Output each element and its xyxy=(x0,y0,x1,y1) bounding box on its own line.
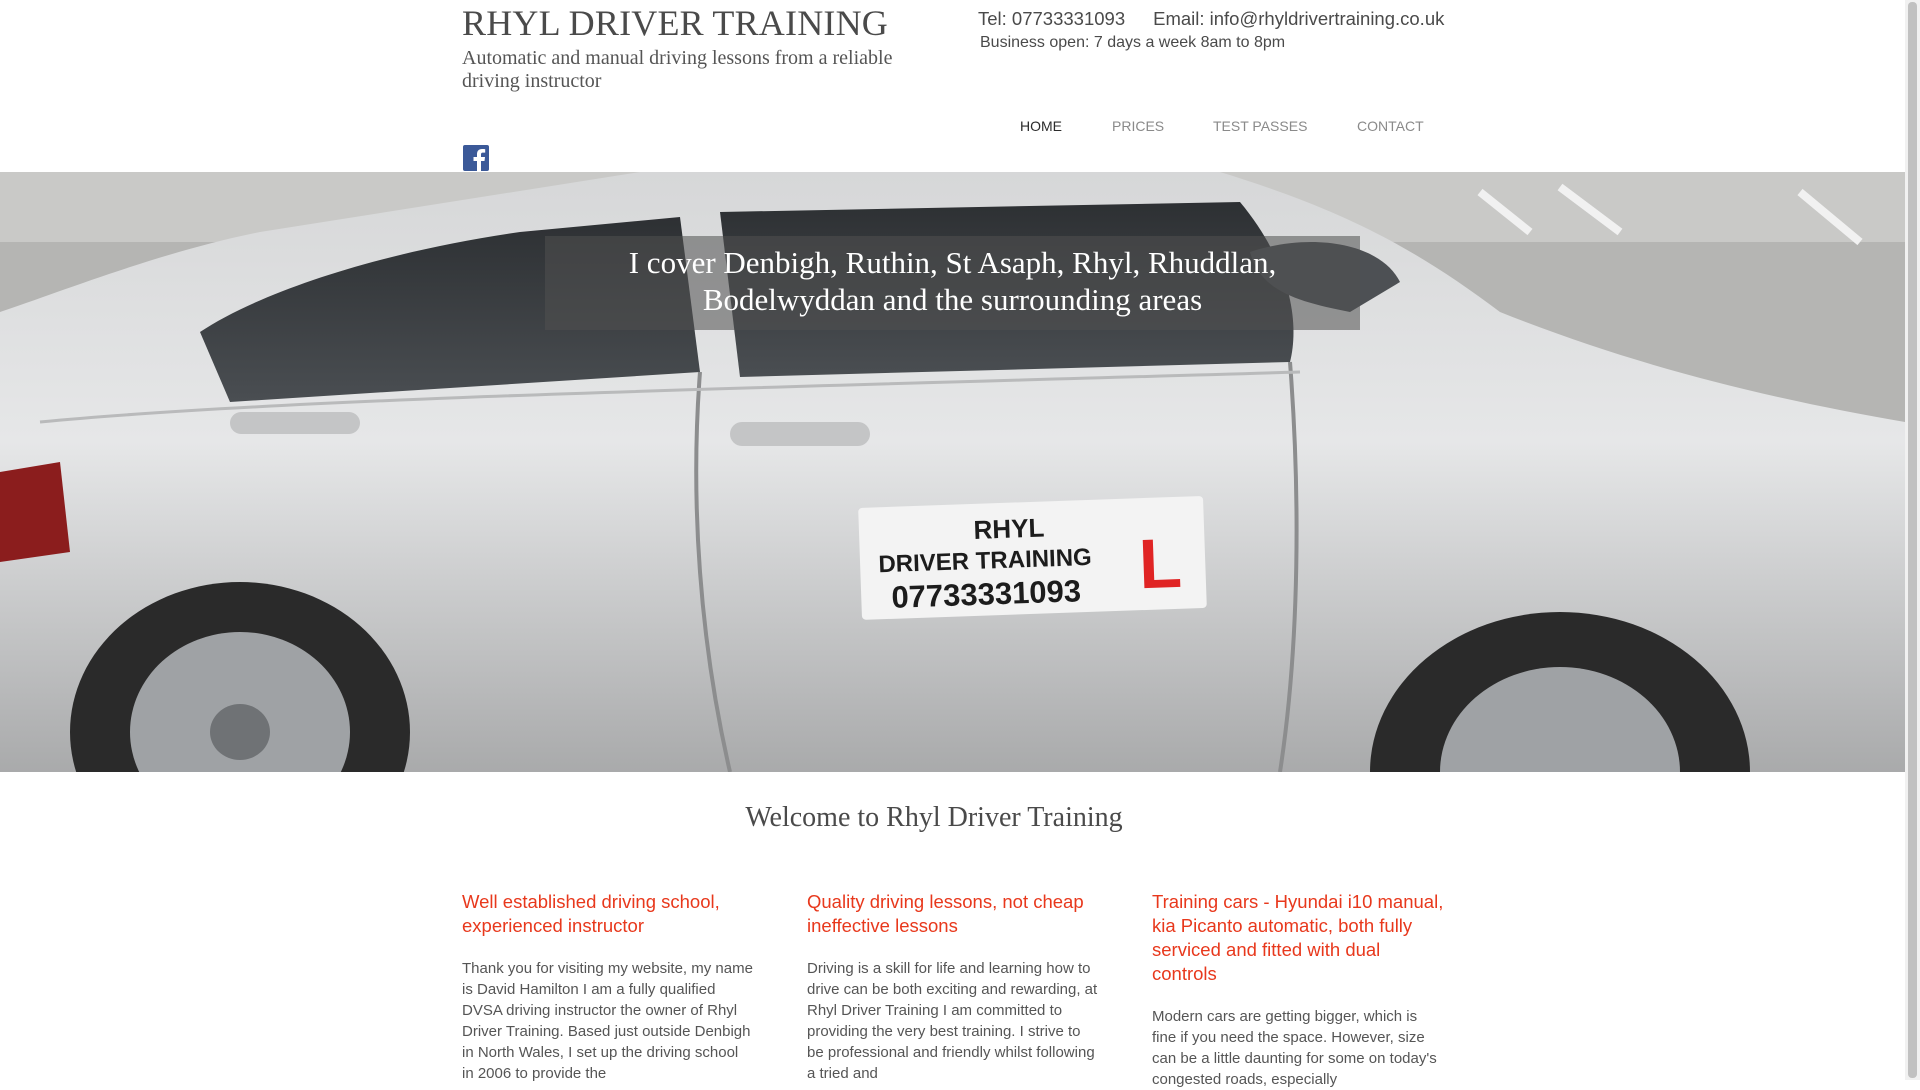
feature-body: Thank you for visiting my website, my name is David Hamilton I am a fully qualified DVSA driving instructor the owner of Rhyl Driver Training. Based just outside Denbigh in North Wales, I set up the driving school in 2006 to provide the xyxy=(462,960,753,1082)
nav-contact[interactable]: CONTACT xyxy=(1357,118,1424,134)
hero-banner-text: I cover Denbigh, Ruthin, St Asaph, Rhyl, Rhuddlan, Bodelwyddan and the surrounding areas xyxy=(628,245,1277,317)
feature-column xyxy=(1152,890,1444,1090)
phone-text: Tel: 07733331093 xyxy=(978,8,1126,29)
scrollbar-thumb[interactable] xyxy=(1908,2,1917,1078)
main-nav xyxy=(1000,118,1440,138)
nav-test-passes[interactable]: TEST PASSES xyxy=(1213,118,1308,134)
feature-heading: Well established driving school, experienced instructor xyxy=(462,891,720,936)
feature-column xyxy=(807,890,1099,1084)
feature-heading: Training cars - Hyundai i10 manual, kia Picanto automatic, both fully serviced and fitted with dual controls xyxy=(1152,891,1444,984)
email-text: Email: info@rhyldrivertraining.co.uk xyxy=(1153,8,1445,29)
nav-home[interactable]: HOME xyxy=(1020,118,1062,134)
site-title[interactable]: RHYL DRIVER TRAINING xyxy=(462,3,888,43)
hero-section xyxy=(0,172,1905,772)
feature-heading: Quality driving lessons, not cheap ineffective lessons xyxy=(807,891,1084,936)
facebook-icon[interactable] xyxy=(463,145,489,171)
feature-column xyxy=(462,890,754,1084)
contact-line xyxy=(978,8,1444,30)
car-sign-line2: DRIVER TRAINING xyxy=(878,543,1093,579)
business-hours: Business open: 7 days a week 8am to 8pm xyxy=(980,34,1286,51)
car-sign-phone: 07733331093 xyxy=(890,573,1082,615)
feature-body: Modern cars are getting bigger, which is fine if you need the space. However, size can be a little daunting for some on today's congested roads, especially xyxy=(1152,1008,1437,1088)
car-door-sign xyxy=(858,496,1207,620)
nav-prices[interactable]: PRICES xyxy=(1112,118,1165,134)
page-scrollbar[interactable] xyxy=(1905,0,1920,1080)
site-header xyxy=(0,0,1905,172)
hero-banner xyxy=(545,236,1360,330)
welcome-heading: Welcome to Rhyl Driver Training xyxy=(745,802,1123,833)
car-sign-line1: RHYL xyxy=(973,512,1045,545)
site-tagline: Automatic and manual driving lessons from a reliable driving instructor xyxy=(462,47,893,92)
feature-body: Driving is a skill for life and learning how to drive can be both exciting and rewarding, at Rhyl Driver Training I am committed to providing the very best training. I strive to be professional and friendly whilst following a tried and xyxy=(807,960,1098,1082)
l-plate-icon: L xyxy=(1137,523,1184,604)
